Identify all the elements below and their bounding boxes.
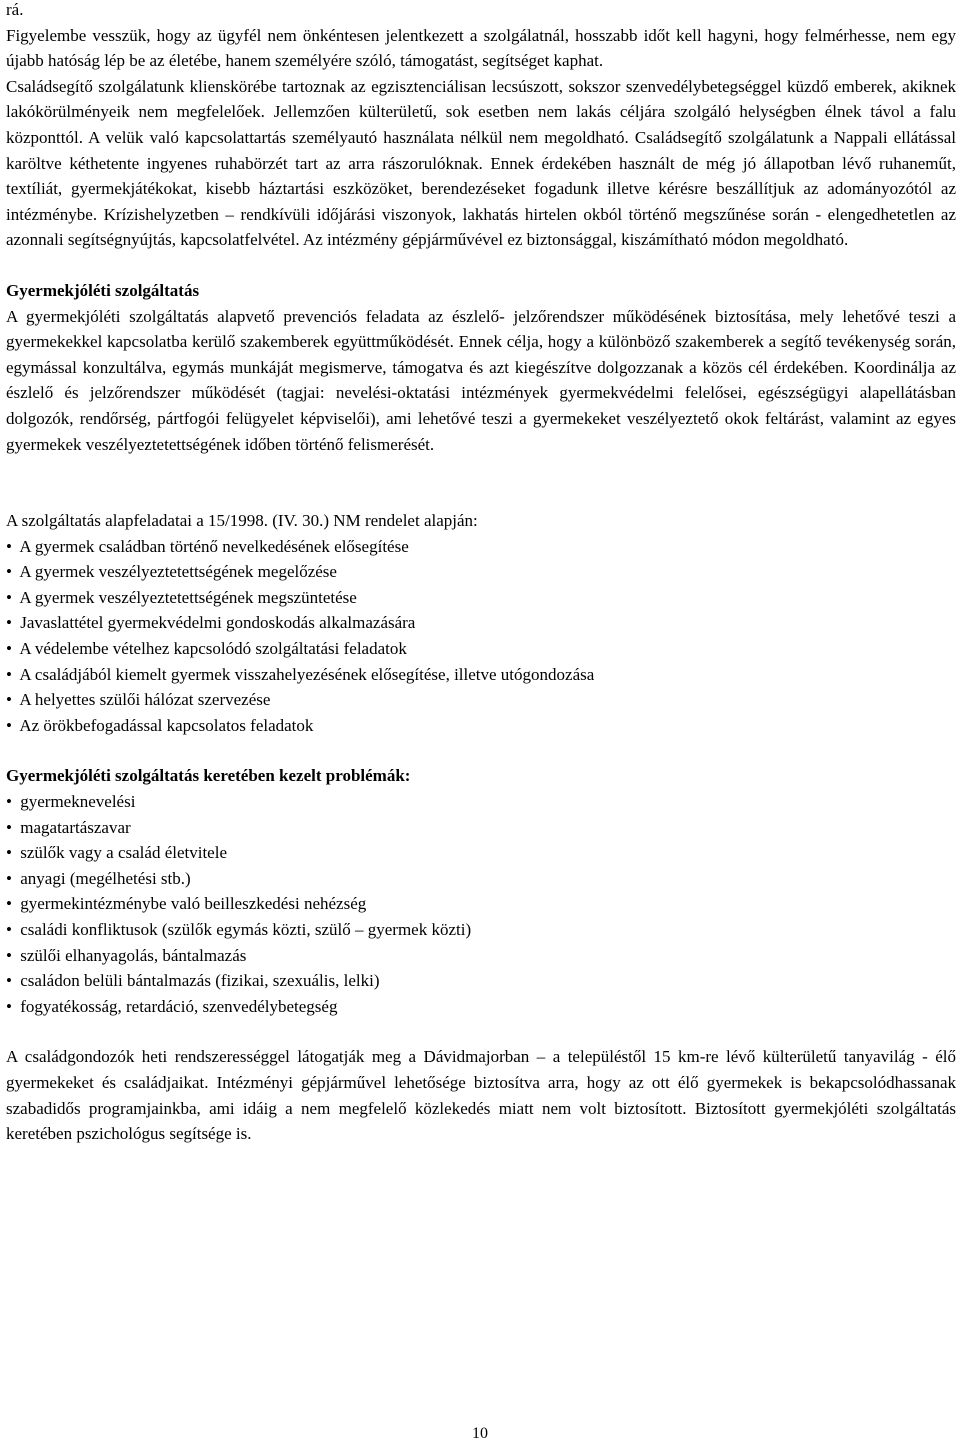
list-item: • A gyermek veszélyeztetettségének megszüntetése — [6, 585, 956, 611]
list-item: • A családjából kiemelt gyermek visszahelyezésének elősegítése, illetve utógondozása — [6, 662, 956, 688]
spacer — [6, 1019, 956, 1044]
section-heading-problems: Gyermekjóléti szolgáltatás keretében kezelt problémák: — [6, 766, 411, 786]
bullet-icon: • — [6, 996, 12, 1016]
list-item: • A védelembe vételhez kapcsolódó szolgáltatási feladatok — [6, 636, 956, 662]
list-item: • magatartászavar — [6, 815, 956, 841]
list-item: • Az örökbefogadással kapcsolatos feladatok — [6, 713, 956, 739]
bullet-icon: • — [6, 587, 12, 607]
problems-list — [6, 789, 956, 1019]
document-page — [6, 0, 956, 1147]
bullet-icon: • — [6, 613, 12, 633]
list-item: • szülők vagy a család életvitele — [6, 840, 956, 866]
bullet-icon: • — [6, 971, 12, 991]
spacer — [6, 738, 956, 763]
bullet-icon: • — [6, 639, 12, 659]
list-item: • A gyermek veszélyeztetettségének megelőzése — [6, 559, 956, 585]
bullet-icon: • — [6, 894, 12, 914]
page-number: 10 — [472, 1425, 488, 1442]
bullet-icon: • — [6, 536, 12, 556]
list-item: • családon belüli bántalmazás (fizikai, szexuális, lelki) — [6, 968, 956, 994]
bullet-icon: • — [6, 945, 12, 965]
bullet-icon: • — [6, 690, 12, 710]
bullet-icon: • — [6, 715, 12, 735]
list-item: • A helyettes szülői hálózat szervezése — [6, 687, 956, 713]
list-item: • családi konfliktusok (szülők egymás közti, szülő – gyermek közti) — [6, 917, 956, 943]
bullet-icon: • — [6, 792, 12, 812]
bullet-icon: • — [6, 817, 12, 837]
closing-paragraph: A családgondozók heti rendszerességgel látogatják meg a Dávidmajorban – a településtől 15 km-re lévő külterületű tanyavilág - élő gyermekeket és családjaikat. Intézményi gépjárművel lehetősége biztosítva arra, hogy az ott élő gyermekek is bekapcsolódhassanak szabadidős programjainkba, ami idáig a nem megfelelő közlekedés miatt nem volt biztosított. Biztosított gyermekjóléti szolgáltatás keretében pszichológus segítsége is. — [6, 1047, 956, 1144]
list-item: • fogyatékosság, retardáció, szenvedélybetegség — [6, 994, 956, 1020]
intro-paragraph-1: Figyelembe vesszük, hogy az ügyfél nem önkéntesen jelentkezett a szolgálatnál, hosszabb időt kell hagyni, hogy felmérhesse, nem egy újabb hatóság lép be az életébe, hanem személyére szóló, támogatást, segítséget kaphat. — [6, 25, 956, 71]
bullet-icon: • — [6, 843, 12, 863]
bullet-icon: • — [6, 920, 12, 939]
list-item: • anyagi (megélhetési stb.) — [6, 866, 956, 892]
fragment-line: rá. — [6, 0, 24, 19]
list-item: • gyermekintézménybe való beilleszkedési nehézség — [6, 891, 956, 917]
bullet-icon: • — [6, 562, 12, 582]
list-item: • gyermeknevelési — [6, 789, 956, 815]
spacer — [6, 457, 956, 508]
list-item: • szülői elhanyagolás, bántalmazás — [6, 943, 956, 969]
intro-paragraph-2: Családsegítő szolgálatunk klienskörébe tartoznak az egzisztenciálisan lecsúszott, sokszor szenvedélybetegséggel küzdő emberek, akiknek lakókörülményeik nem megfelelőek. Jellemzően külterületű, sok esetben nem lakás céljára szolgáló helységben élnek távol a falu központtól. A velük való kapcsolattartás személyautó használata nélkül nem megoldható. Családsegítő szolgálatunk a Nappali ellátással karöltve kéthetente ingyenes ruhabörzét tart az arra rászorulóknak. Ennek érdekében használt de még jó állapotban lévő ruhaneműt, textíliát, gyermekjátékokat, kisebb háztartási eszközöket, berendezéseket fogadunk illetve kérésre beszállítjuk az adományozótól az intézménybe. Krízishelyzetben – rendkívüli időjárási viszonyok, lakhatás hirtelen okból történő megszűnése során - elengedhetetlen az azonnali segítségnyújtás, kapcsolatfelvétel. Az intézmény gépjárművével ez biztonsággal, kiszámítható módon megoldható. — [6, 76, 956, 250]
section-heading-child-welfare: Gyermekjóléti szolgáltatás — [6, 280, 200, 300]
bullet-icon: • — [6, 868, 12, 888]
child-welfare-paragraph: A gyermekjóléti szolgáltatás alapvető prevenciós feladata az észlelő- jelzőrendszer működésének biztosítása, mely lehetővé teszi a gyermekekkel kapcsolatba kerülő szakemberek együttműködését. Ennek célja, hogy a különböző szakemberek a segítő tevékenység során, egymással konzultálva, egymás munkáját megismerve, támogatva és azt kiegészítve dolgozzanak a közös cél érdekében. Koordinálja az észlelő és jelzőrendszer működését (tagjai: nevelési-oktatási intézmények gyermekvédelmi felelősei, egészségügyi alapellátásban dolgozók, rendőrség, pártfogói felügyelet képviselői), ami lehetővé teszi a gyermekeket veszélyeztető okok feltárást, valamint az egyes gyermekek veszélyeztetettségének időben történő felismerését. — [6, 306, 956, 454]
spacer — [6, 253, 956, 278]
bullet-icon: • — [6, 664, 12, 684]
list-item: • A gyermek családban történő nevelkedésének elősegítése — [6, 534, 956, 560]
list-item: • Javaslattétel gyermekvédelmi gondoskodás alkalmazására — [6, 610, 956, 636]
basic-tasks-list — [6, 534, 956, 739]
basic-tasks-intro: A szolgáltatás alapfeladatai a 15/1998. (IV. 30.) NM rendelet alapján: — [6, 511, 478, 531]
